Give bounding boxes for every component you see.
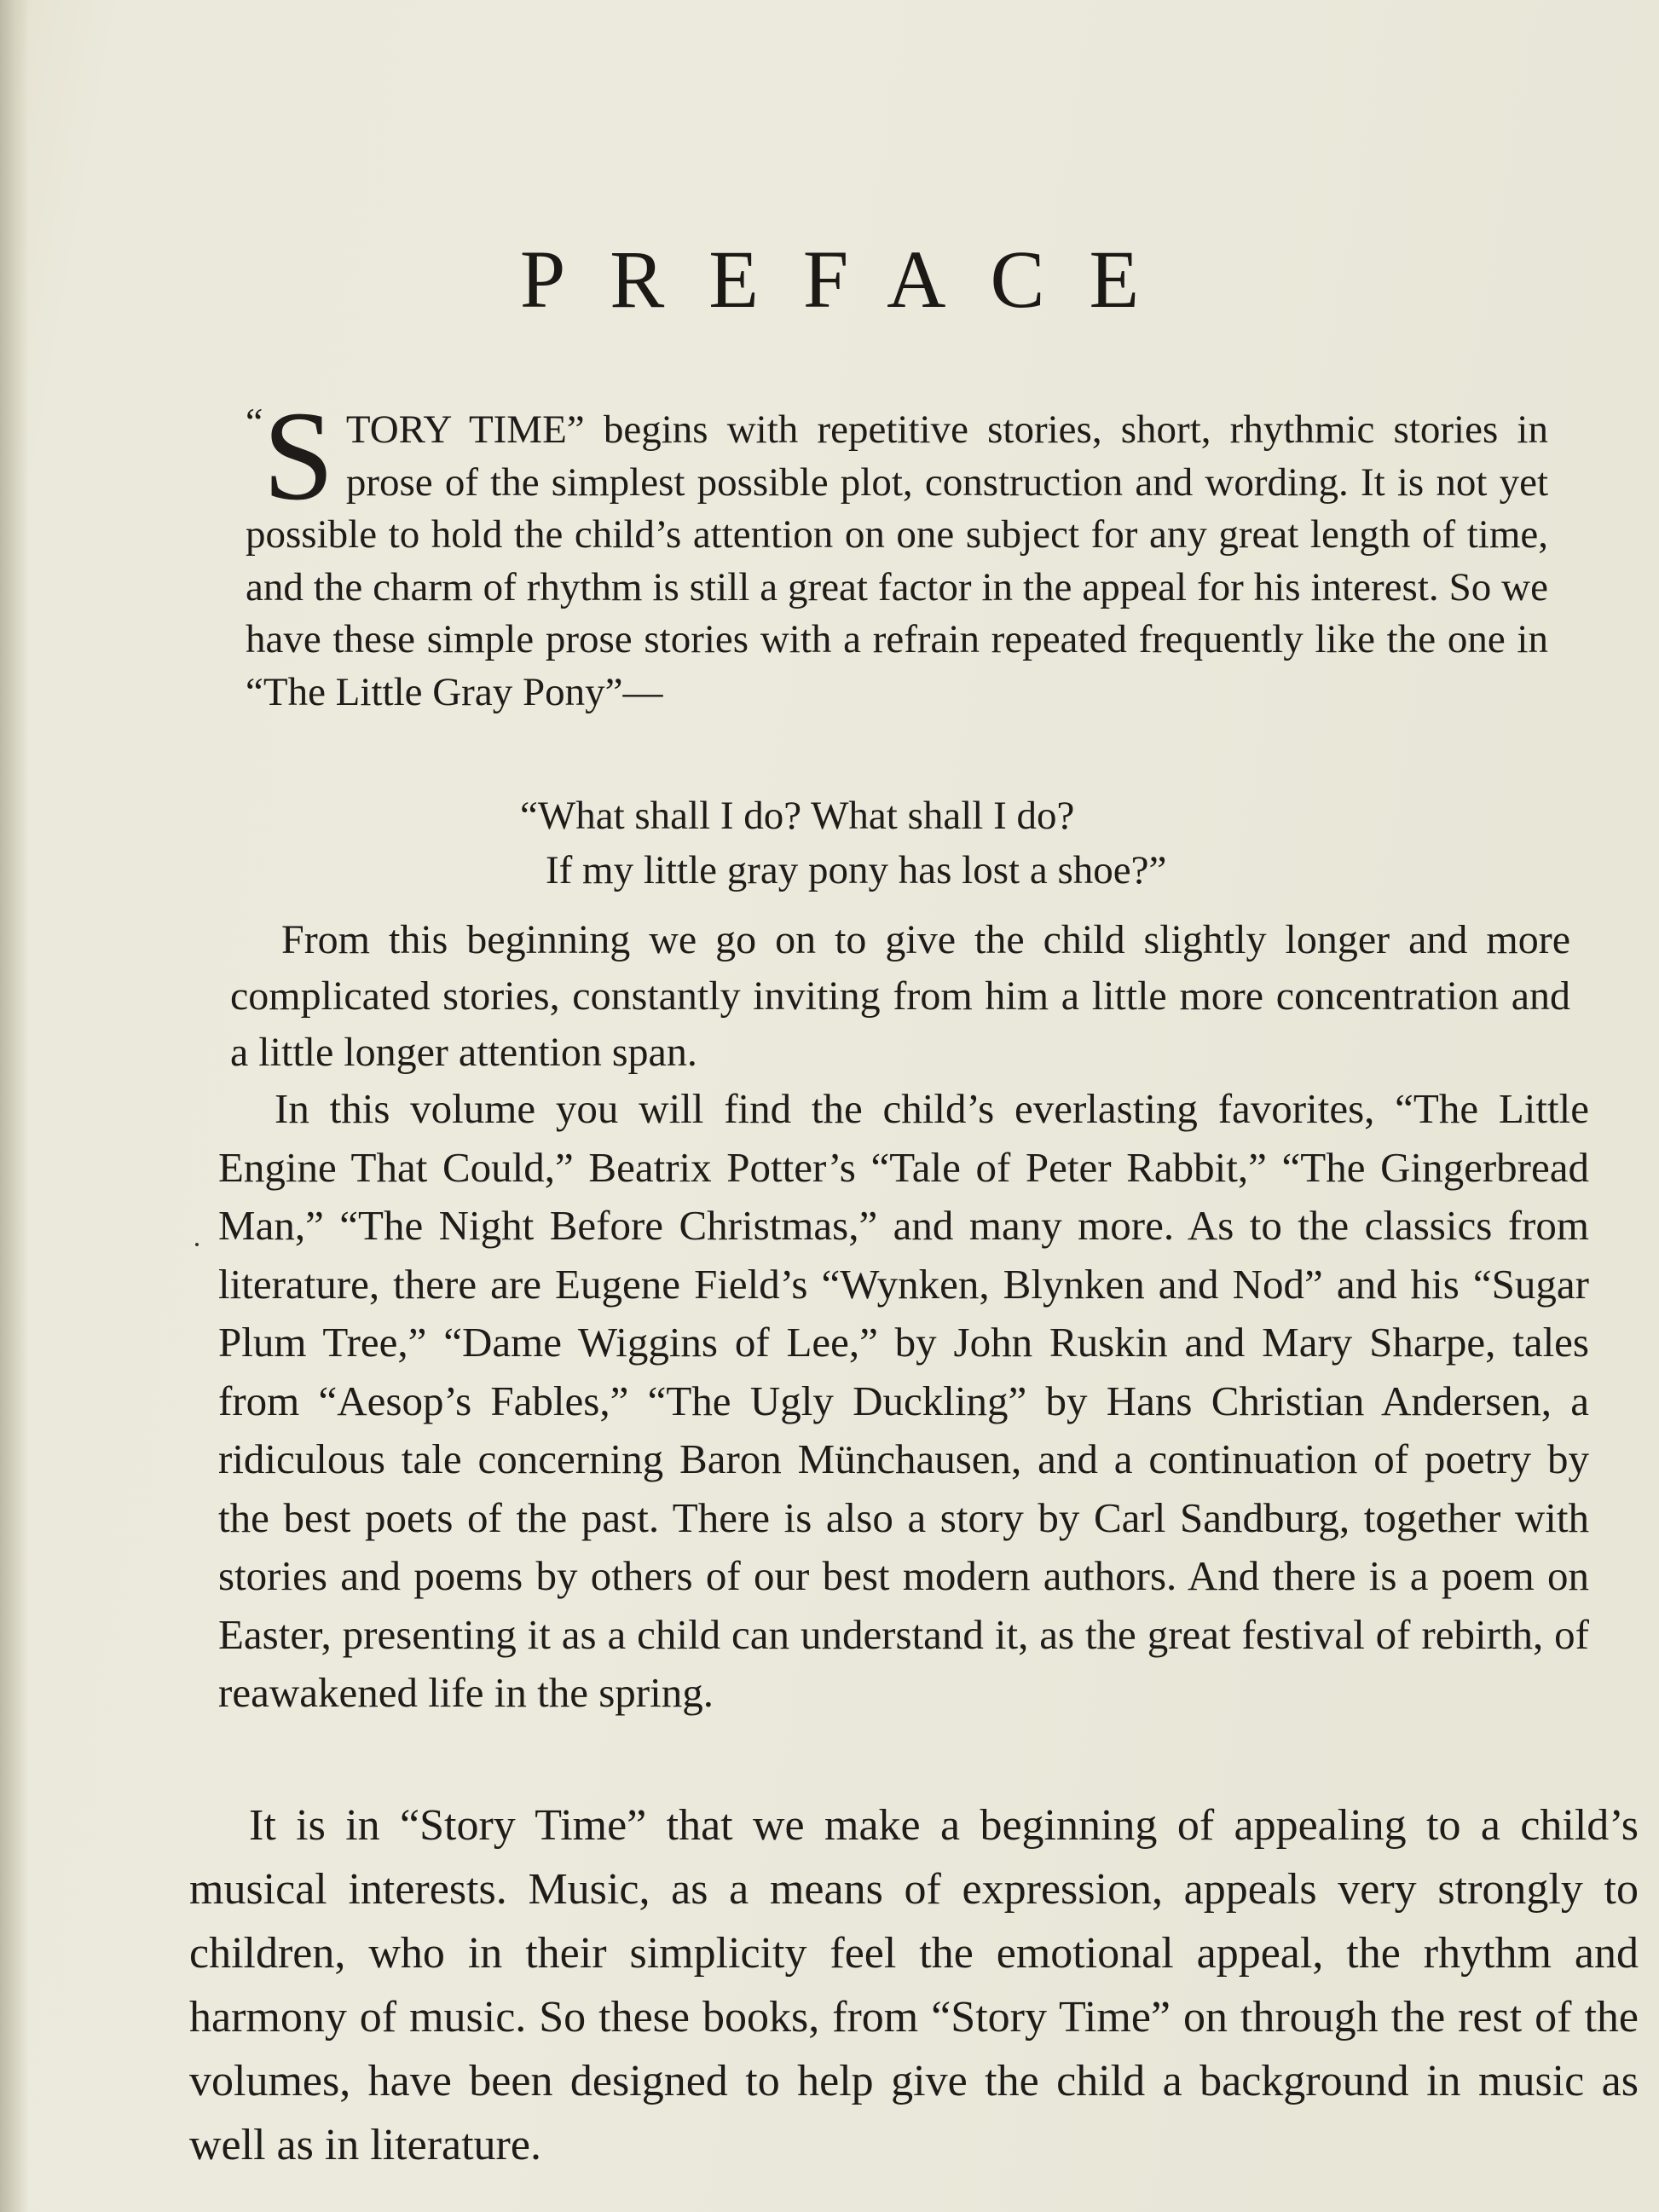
drop-cap-letter: S <box>263 385 334 527</box>
paragraph-intro-text: TORY TIME” begins with repetitive stories, short, rhythmic stories in prose of the simplest possible plot, construction and wording. It is not yet possible to hold the child’s attention on one subject for any great length of time, and the charm of rhythm is still a great factor in the appeal for his interest. So we have these simple prose stories with a refrain repeated frequently like the one in “The Little Gray Pony”— <box>246 407 1548 714</box>
page-title: PREFACE <box>519 234 1184 325</box>
drop-cap-open-quote: “ <box>246 400 263 443</box>
paragraph-music: It is in “Story Time” that we make a beginning of appealing to a child’s musical interests. Music, as a means of expression, appeals very strongly to children, who in their simplicity feel the emotional appeal, the rhythm and harmony of music. So these books, from “Story Time” on through the rest of the volumes, have been designed to help give the child a background in music as well as in literature. <box>189 1801 1639 2169</box>
margin-speck <box>195 1243 199 1246</box>
drop-cap <box>246 385 334 527</box>
verse-line-2: If my little gray pony has lost a shoe?” <box>546 848 1167 892</box>
verse-quote <box>520 788 1373 898</box>
page-gutter-shadow <box>0 0 29 2212</box>
paragraph-intro <box>246 385 1548 719</box>
paragraph-beginning: From this beginning we go on to give the child slightly longer and more complicated stories, constantly inviting from him a little more concentration and a little longer attention span. <box>230 917 1570 1075</box>
paragraph-volume-contents: In this volume you will find the child’s everlasting favorites, “The Little Engine That Could,” Beatrix Potter’s “Tale of Peter Rabbit,” “The Gingerbread Man,” “The Night Before Christmas,” and many more. As to the classics from literature, there are Eugene Field’s “Wynken, Blynken and Nod” and his “Sugar Plum Tree,” “Dame Wiggins of Lee,” by John Ruskin and Mary Sharpe, tales from “Aesop’s Fables,” “The Ugly Duckling” by Hans Christian Andersen, a ridiculous tale concerning Baron Münchausen, and a continuation of poetry by the best poets of the past. There is also a story by Carl Sandburg, together with stories and poems by others of our best modern authors. And there is a poem on Easter, presenting it as a child can understand it, as the great festival of rebirth, of reawakened life in the spring. <box>218 1085 1589 1716</box>
verse-line-1: “What shall I do? What shall I do? <box>520 794 1075 838</box>
